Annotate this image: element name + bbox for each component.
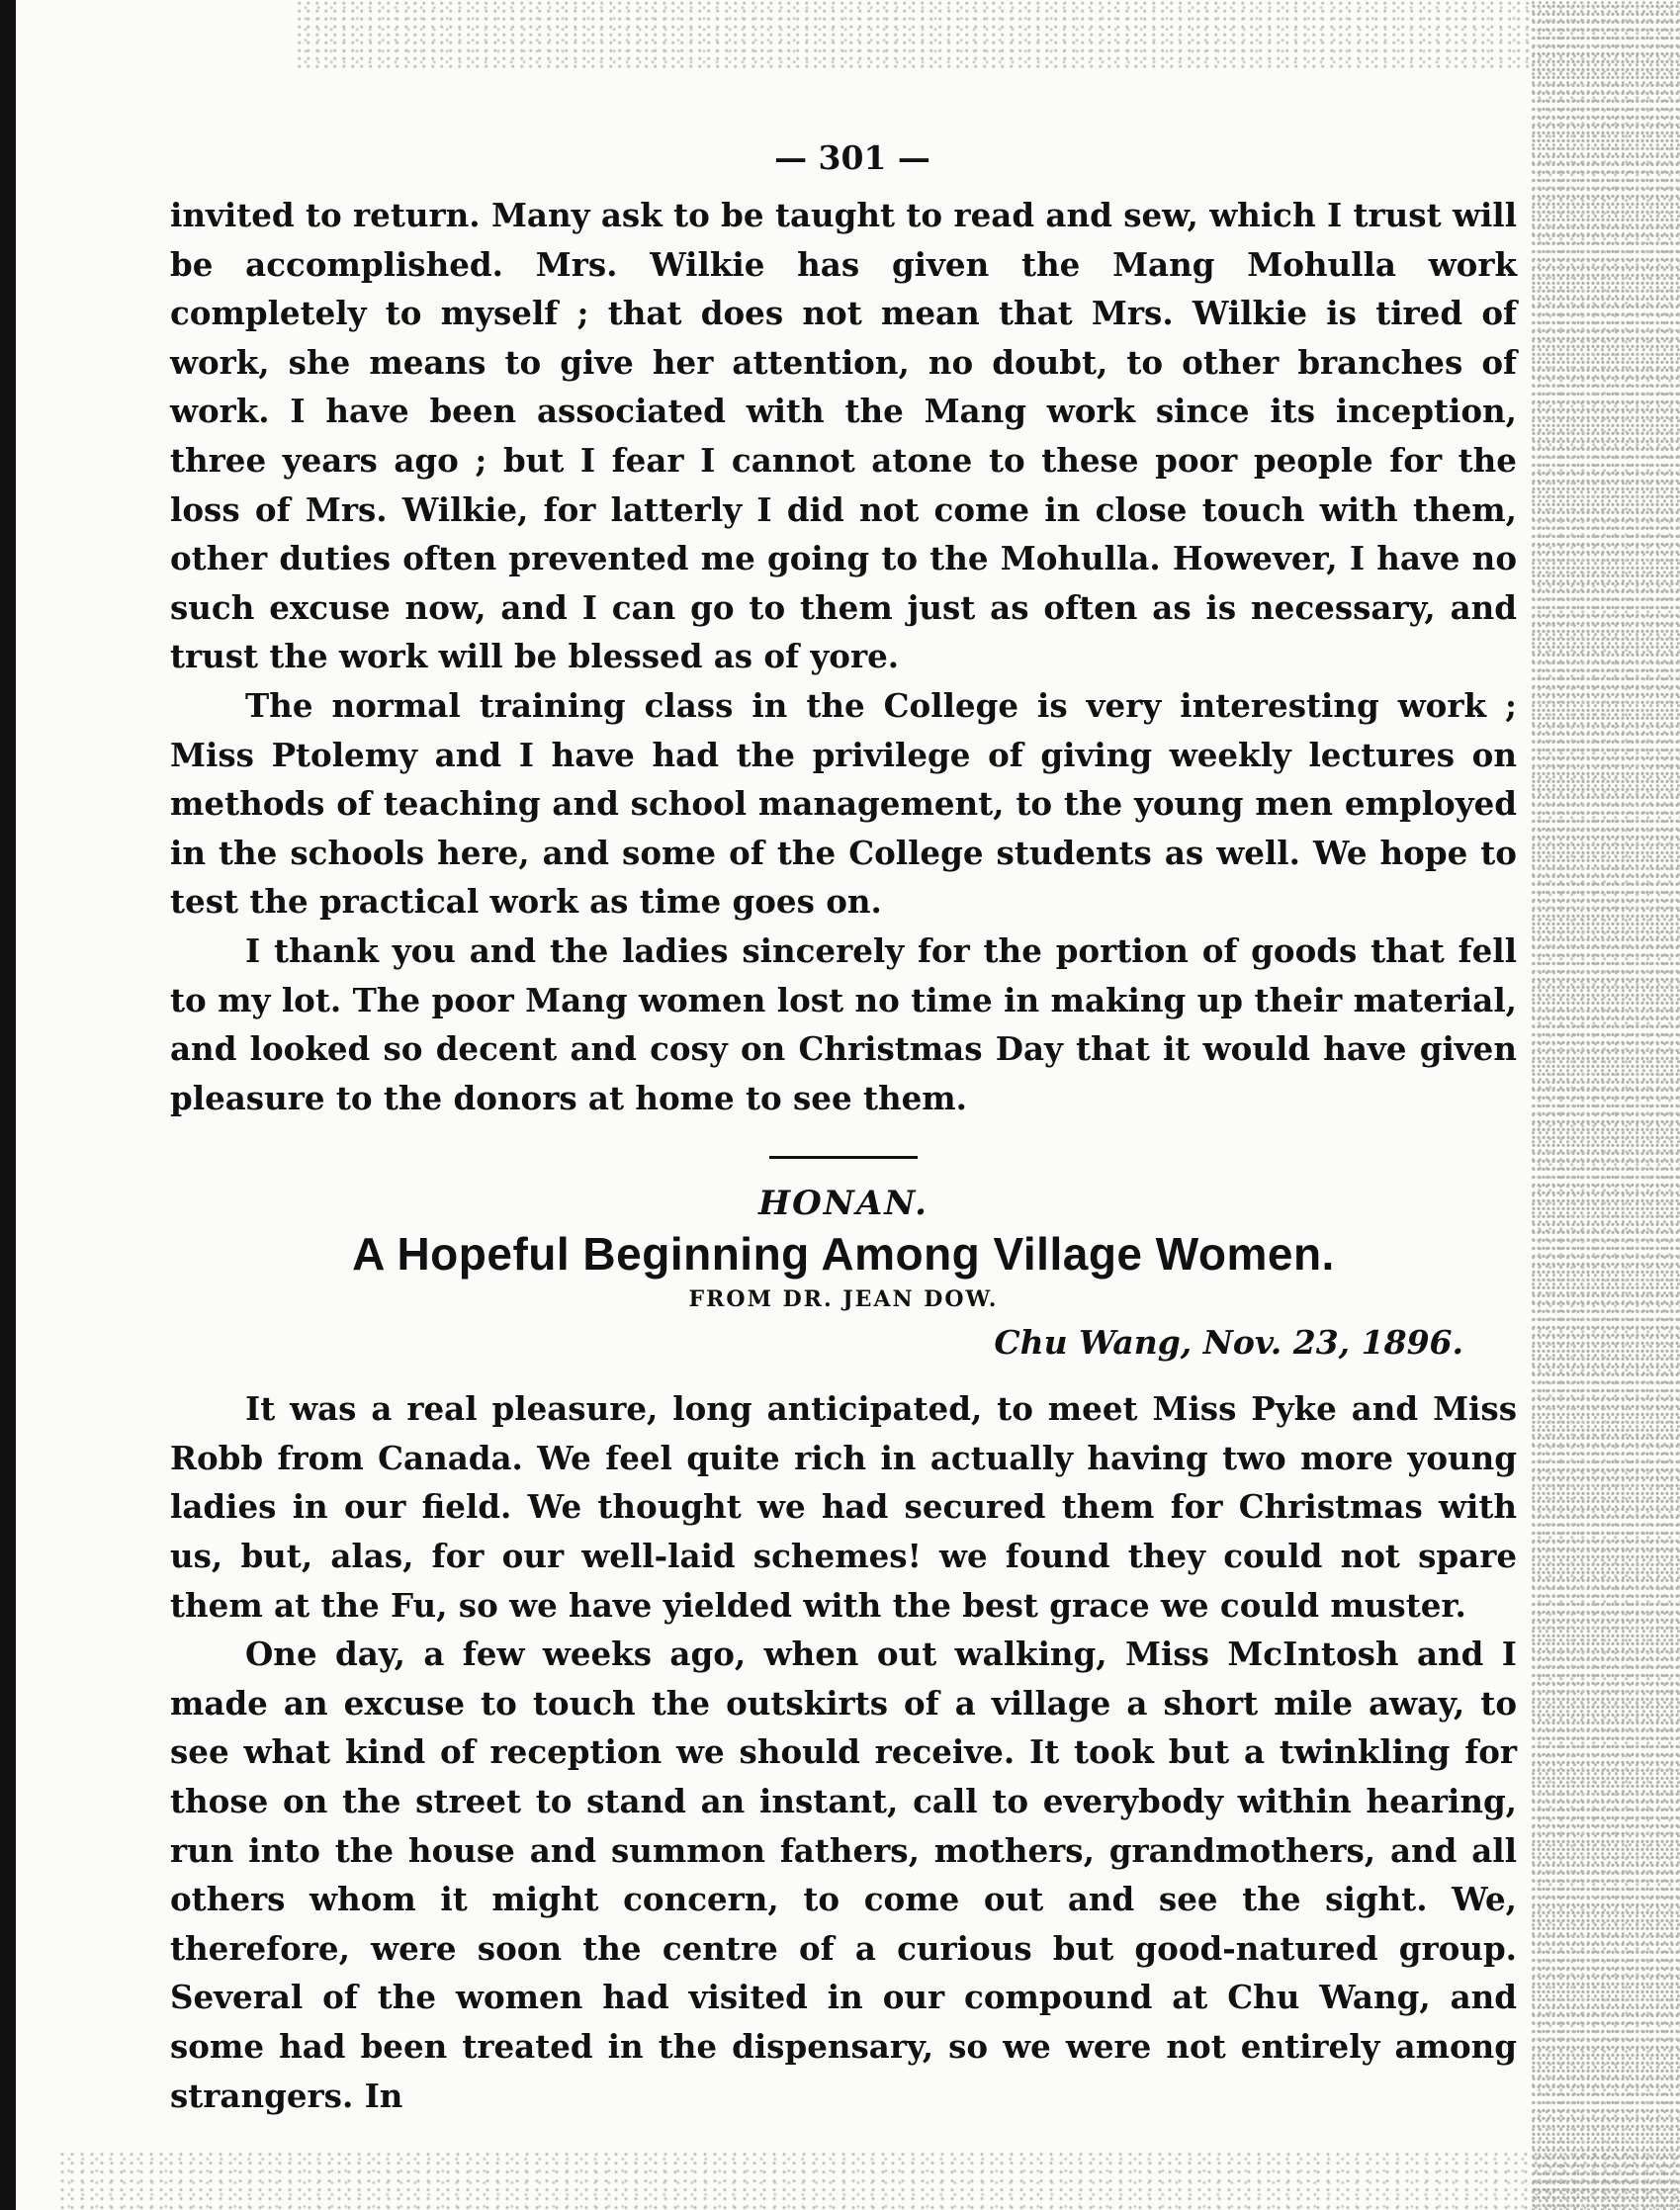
paragraph-arrival: It was a real pleasure, long anticipated, to meet Miss Pyke and Miss Robb from Canada. We feel quite rich in actually having two more young ladies in our field. We thought we had secured them for Christmas with us, but, alas, for our well-laid schemes! we found they could not spare them at the Fu, so we have yielded with the best grace we could muster. xyxy=(170,1389,1517,1625)
article-title: A Hopeful Beginning Among Village Women. xyxy=(352,1228,1335,1281)
page-content xyxy=(170,138,1517,2120)
paragraph-village-visit: One day, a few weeks ago, when out walking, Miss McIntosh and I made an excuse to touch the outskirts of a village a short mile away, to see what kind of reception we should receive. It took but a twinkling for those on the street to stand an instant, call to everybody within hearing, run into the house and summon fathers, mothers, grandmothers, and all others whom it might concern, to come out and see the sight. We, therefore, were soon the centre of a curious but good-natured group. Several of the women had visited in our compound at Chu Wang, and some had been treated in the dispensary, so we were not entirely among strangers. In xyxy=(170,1635,1517,2115)
paragraph-thanks: I thank you and the ladies sincerely for the portion of goods that fell to my lot. The poor Mang women lost no time in making up their material, and looked so decent and cosy on Christmas Day that it would have given pleasure to the donors at home to see them. xyxy=(170,930,1517,1117)
scan-noise-right xyxy=(1532,0,1680,2210)
scan-edge-left xyxy=(0,0,16,2210)
article-dateline: Chu Wang, Nov. 23, 1896. xyxy=(994,1323,1463,1363)
page-number: — 301 — xyxy=(774,138,930,177)
paragraph-normal-training: The normal training class in the College is very interesting work ; Miss Ptolemy and I have had the privilege of giving weekly lectures on methods of teaching and school management, to the young men employed in the schools here, and some of the College students as well. We hope to test the practical work as time goes on. xyxy=(170,685,1517,922)
paragraph-continued: invited to return. Many ask to be taught to read and sew, which I trust will be accomplished. Mrs. Wilkie has given the Mang Mohulla work completely to myself ; that does not mean that Mrs. Wilkie is tired of work, she means to give her attention, no doubt, to other branches of work. I have been associated with the Mang work since its inception, three years ago ; but I fear I cannot atone to these poor people for the loss of Mrs. Wilkie, for latterly I did not come in close touch with them, other duties often prevented me going to the Mohulla. However, I have no such excuse now, and I can go to them just as often as is necessary, and trust the work will be blessed as of yore. xyxy=(170,196,1517,676)
section-divider xyxy=(769,1156,918,1159)
article-byline: FROM DR. JEAN DOW. xyxy=(688,1286,999,1313)
scan-noise-bottom xyxy=(59,2151,1680,2210)
scan-noise-top xyxy=(297,0,1533,69)
section-title: HONAN. xyxy=(758,1184,928,1224)
